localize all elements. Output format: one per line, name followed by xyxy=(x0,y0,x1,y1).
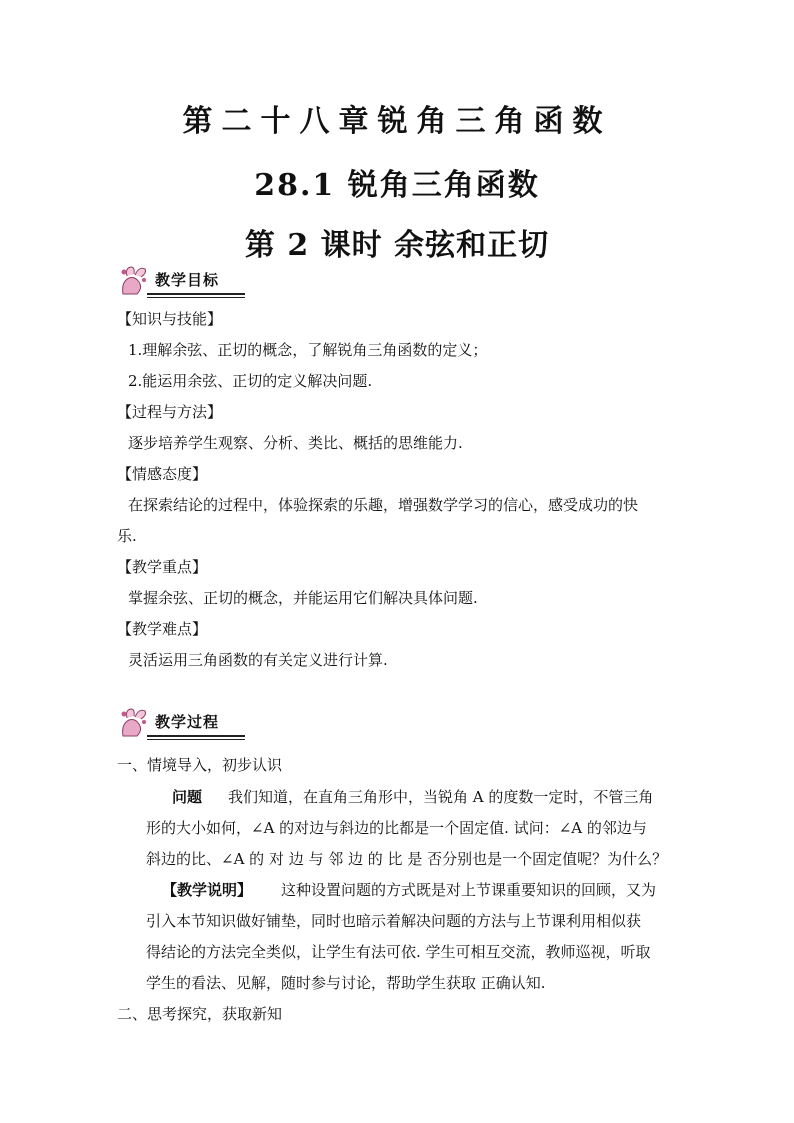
teaching-note-label xyxy=(162,880,252,900)
goals-badge-underline xyxy=(147,293,245,295)
key-points-heading: 【教学重点】 xyxy=(117,558,208,576)
process-badge xyxy=(117,706,245,740)
difficulty-text: 灵活运用三角函数的有关定义进行计算. xyxy=(128,651,388,669)
lesson-title: 第 2 课时 余弦和正切 xyxy=(244,228,550,263)
section2-heading: 二、思考探究，获取新知 xyxy=(117,1005,283,1023)
process-method-text: 逐步培养学生观察、分析、类比、概括的思维能力. xyxy=(128,434,463,452)
goals-badge xyxy=(117,264,245,298)
section-title xyxy=(0,160,794,204)
teaching-note-line-2: 引入本节知识做好铺垫，同时也暗示着解决问题的方法与上节课利用相似获 xyxy=(146,912,642,930)
question-line-2: 形的大小如何，∠A 的对边与斜边的比都是一个固定值. 试问：∠A 的邻边与 xyxy=(146,819,647,837)
knowledge-item-1: 1.理解余弦、正切的概念，了解锐角三角函数的定义； xyxy=(128,341,488,359)
teaching-note-line-4: 学生的看法、见解，随时参与讨论，帮助学生获取 正确认知. xyxy=(146,974,546,992)
question-label xyxy=(172,787,202,807)
section1-heading: 一、情境导入，初步认识 xyxy=(117,756,283,774)
question-line-3: 斜边的比、∠A 的 对 边 与 邻 边 的 比 是 否分别也是一个固定值呢？为什么？ xyxy=(146,850,668,868)
question-line-1: 我们知道，在直角三角形中，当锐角 A 的度数一定时，不管三角 xyxy=(228,788,654,806)
section-title-text: 28.1 锐角三角函数 xyxy=(254,168,540,203)
process-method-heading: 【过程与方法】 xyxy=(117,403,223,421)
emotion-heading: 【情感态度】 xyxy=(117,465,208,483)
goals-badge-underline-thin xyxy=(147,297,245,298)
question-label-text: 问题 xyxy=(172,788,203,806)
teaching-note-label-text: 【教学说明】 xyxy=(162,881,253,899)
knowledge-item-2: 2.能运用余弦、正切的定义解决问题. xyxy=(128,372,373,390)
process-badge-label: 教学过程 xyxy=(155,713,220,731)
emotion-text-line-1: 在探索结论的过程中，体验探索的乐趣，增强数学学习的信心，感受成功的快 xyxy=(128,496,639,514)
teaching-note-line-1: 这种设置问题的方式既是对上节课重要知识的回顾，又为 xyxy=(281,881,657,899)
goals-badge-label: 教学目标 xyxy=(155,271,220,289)
knowledge-heading: 【知识与技能】 xyxy=(117,310,223,328)
process-badge-underline xyxy=(147,735,245,737)
emotion-text-line-2: 乐. xyxy=(117,527,137,545)
teaching-note-line-3: 得结论的方法完全类似，让学生有法可依. 学生可相互交流，教师巡视，听取 xyxy=(146,943,651,961)
process-badge-underline-thin xyxy=(147,739,245,740)
chapter-title: 第二十八章锐角三角函数 xyxy=(182,104,612,139)
key-points-text: 掌握余弦、正切的概念，并能运用它们解决具体问题. xyxy=(128,589,478,607)
difficulty-heading: 【教学难点】 xyxy=(117,620,208,638)
